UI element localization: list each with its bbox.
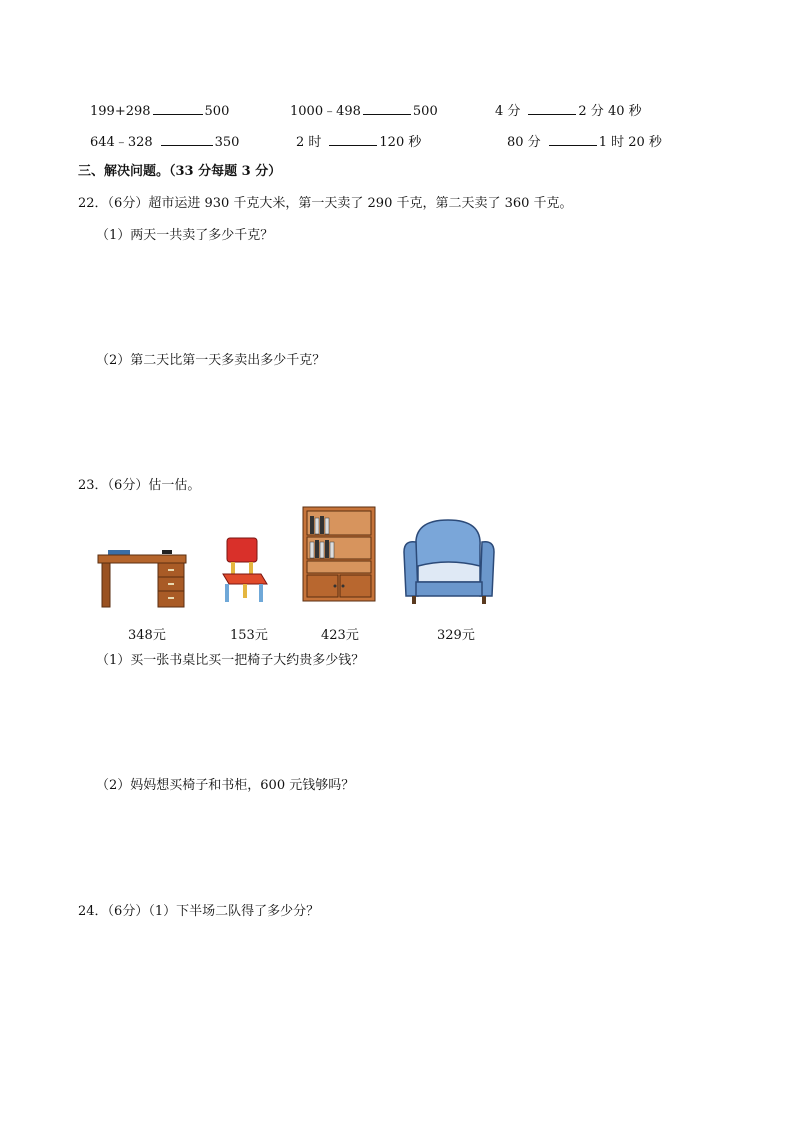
compare-item-2-3 — [507, 133, 662, 151]
question-23-sub2: （2）妈妈想买椅子和书柜，600 元钱够吗？ — [96, 778, 355, 793]
compare-item-1-3 — [495, 102, 642, 120]
compare-item-1-2 — [290, 102, 438, 120]
price-desk: 348元 — [128, 628, 166, 643]
compare-left: 644﹣328 — [90, 135, 153, 150]
compare-right: 120 秒 — [379, 135, 422, 150]
armchair-icon — [402, 516, 496, 606]
answer-blank[interactable] — [329, 133, 377, 146]
question-22-sub2: （2）第二天比第一天多卖出多少千克？ — [96, 353, 326, 368]
answer-blank[interactable] — [363, 102, 411, 115]
question-22-sub1: （1）两天一共卖了多少千克？ — [96, 228, 274, 243]
question-22-stem: 22．（6分）超市运进 930 千克大米，第一天卖了 290 千克，第二天卖了 360 千克。 — [78, 196, 573, 211]
price-chair: 153元 — [230, 628, 268, 643]
price-bookcase: 423元 — [321, 628, 359, 643]
compare-right: 500 — [204, 104, 230, 119]
compare-left: 199+298 — [90, 104, 151, 119]
bookcase-icon — [302, 506, 376, 602]
compare-item-2-2 — [296, 133, 421, 151]
compare-item-2-1 — [90, 133, 239, 151]
compare-item-1-1 — [90, 102, 229, 120]
answer-blank[interactable] — [153, 102, 203, 115]
section-heading: 三、解决问题。（33 分每题 3 分） — [78, 164, 282, 179]
compare-left: 80 分 — [507, 135, 541, 150]
compare-right: 2 分 40 秒 — [578, 104, 642, 119]
answer-blank[interactable] — [549, 133, 597, 146]
desk-icon — [96, 548, 188, 608]
answer-blank[interactable] — [161, 133, 213, 146]
compare-left: 2 时 — [296, 135, 322, 150]
compare-right: 1 时 20 秒 — [598, 135, 662, 150]
compare-right: 500 — [412, 104, 438, 119]
chair-icon — [219, 536, 271, 606]
compare-left: 4 分 — [495, 104, 521, 119]
compare-left: 1000﹣498 — [290, 104, 361, 119]
answer-blank[interactable] — [528, 102, 576, 115]
question-23-sub1: （1）买一张书桌比买一把椅子大约贵多少钱？ — [96, 653, 365, 668]
question-23-stem: 23．（6分）估一估。 — [78, 478, 201, 493]
compare-right: 350 — [214, 135, 240, 150]
price-armchair: 329元 — [437, 628, 475, 643]
question-24-stem: 24．（6分）（1）下半场二队得了多少分？ — [78, 904, 320, 919]
